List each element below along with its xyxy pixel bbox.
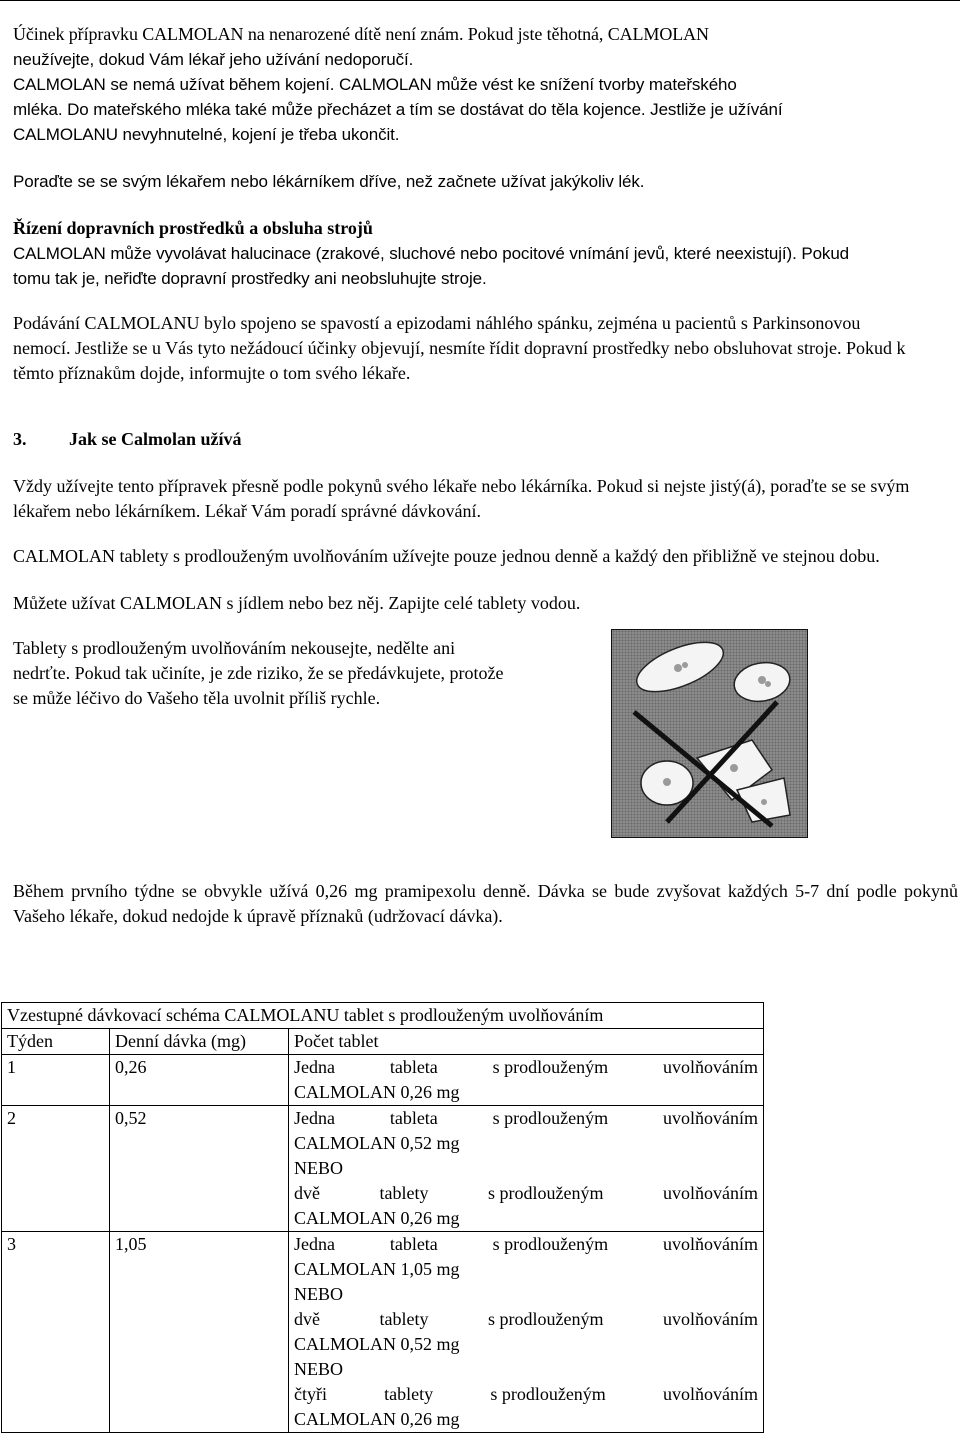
tablet-line-strength: CALMOLAN 0,52 mg	[294, 1133, 460, 1153]
word: uvolňováním	[662, 1057, 758, 1077]
word: čtyři	[294, 1384, 327, 1404]
tablets-icon	[612, 630, 807, 837]
word: tableta	[389, 1234, 438, 1254]
dose-cell: 0,26	[110, 1055, 289, 1106]
section-3-p3: Můžete užívat CALMOLAN s jídlem nebo bez něj. Zapijte celé tablety vodou.	[13, 593, 581, 613]
tablet-cell	[289, 1055, 764, 1106]
word: dvě	[294, 1183, 320, 1203]
driving-text-1: CALMOLAN může vyvolávat halucinace (zrakové, sluchové nebo pocitové vnímání jevů, které neexistují). Pokud tomu tak je, neřiďte dopravní prostředky ani neobsluhujte stroje.	[13, 244, 850, 288]
or-label: NEBO	[294, 1158, 343, 1178]
section-3-heading	[13, 427, 958, 452]
word: s prodlouženým	[490, 1384, 606, 1404]
word: tablety	[379, 1183, 429, 1203]
week-cell: 3	[2, 1232, 110, 1433]
crossed-out-tablets-illustration	[611, 629, 808, 838]
word: s prodlouženým	[492, 1234, 609, 1254]
word: dvě	[294, 1309, 320, 1329]
word: s prodlouženým	[487, 1183, 604, 1203]
tablet-line	[294, 1106, 758, 1131]
or-label: NEBO	[294, 1359, 343, 1379]
pregnancy-section	[13, 22, 958, 194]
tablet-line-strength: CALMOLAN 0,26 mg	[294, 1082, 460, 1102]
table-header-row	[2, 1029, 764, 1055]
tablet-line-strength: CALMOLAN 0,52 mg	[294, 1334, 460, 1354]
dosing-table	[1, 1002, 764, 1433]
word: s prodlouženým	[492, 1057, 609, 1077]
section-title: Jak se Calmolan užívá	[69, 429, 242, 449]
section-3-p2: CALMOLAN tablety s prodlouženým uvolňováním užívejte pouze jednou denně a každý den přibližně ve stejnou dobu.	[13, 546, 880, 566]
word: s prodlouženým	[487, 1309, 604, 1329]
section-number: 3.	[13, 429, 27, 449]
table-row	[2, 1055, 764, 1106]
word: uvolňováním	[662, 1234, 758, 1254]
table-row	[2, 1106, 764, 1232]
pregnancy-line-4: mléka. Do mateřského mléka také může přecházet a tím se dostávat do těla kojence. Jestliže je užívání	[13, 100, 783, 119]
word: s prodlouženým	[492, 1108, 609, 1128]
no-crush-text: Tablety s prodlouženým uvolňováním nekousejte, nedělte ani nedrťte. Pokud tak učiníte, je zde riziko, že se předávkujete, protože se může léčivo do Vašeho těla uvolnit příliš rychle.	[13, 638, 504, 708]
week-cell: 1	[2, 1055, 110, 1106]
word: uvolňováním	[662, 1108, 758, 1128]
tablet-line	[294, 1307, 758, 1332]
tablet-line-strength: CALMOLAN 0,26 mg	[294, 1409, 460, 1429]
table-row	[2, 1232, 764, 1433]
tablet-line	[294, 1181, 758, 1206]
tablet-line-strength: CALMOLAN 1,05 mg	[294, 1259, 460, 1279]
week-cell: 2	[2, 1106, 110, 1232]
word: uvolňováním	[662, 1309, 758, 1329]
advice-line: Poraďte se se svým lékařem nebo lékárníkem dříve, než začnete užívat jakýkoliv lék.	[13, 172, 645, 191]
word: tableta	[389, 1057, 438, 1077]
word: Jedna	[294, 1057, 335, 1077]
pregnancy-line-3: CALMOLAN se nemá užívat během kojení. CALMOLAN může vést ke snížení tvorby mateřského	[13, 75, 737, 94]
word: Jedna	[294, 1234, 335, 1254]
header-tablet-count: Počet tablet	[289, 1029, 764, 1055]
pregnancy-line-1: Účinek přípravku CALMOLAN na nenarozené dítě není znám. Pokud jste těhotná, CALMOLAN	[13, 24, 709, 44]
word: tablety	[384, 1384, 434, 1404]
top-rule	[0, 0, 960, 1]
word: tablety	[379, 1309, 429, 1329]
word: tableta	[389, 1108, 438, 1128]
tablet-line	[294, 1232, 758, 1257]
table-caption-row	[2, 1003, 764, 1029]
dose-cell: 0,52	[110, 1106, 289, 1232]
word: Jedna	[294, 1108, 335, 1128]
driving-text-2: Podávání CALMOLANU bylo spojeno se spavostí a epizodami náhlého spánku, zejména u pacientů s Parkinsonovou nemocí. Jestliže se u Vás tyto nežádoucí účinky objevují, nesmíte řídit dopravní prostředky nebo obsluhovat stroje. Pokud k těmto příznakům dojde, informujte o tom svého lékaře.	[13, 313, 906, 383]
tablet-cell	[289, 1232, 764, 1433]
driving-heading: Řízení dopravních prostředků a obsluha strojů	[13, 218, 373, 238]
section-3-p5: Během prvního týdne se obvykle užívá 0,26 mg pramipexolu denně. Dávka se bude zvyšovat každých 5-7 dní podle pokynů Vašeho lékaře, dokud nedojde k úpravě příznaků (udržovací dávka).	[13, 881, 958, 926]
tablet-line	[294, 1055, 758, 1080]
header-week: Týden	[2, 1029, 110, 1055]
word: uvolňováním	[662, 1183, 758, 1203]
tablet-line	[294, 1382, 758, 1407]
header-daily-dose: Denní dávka (mg)	[110, 1029, 289, 1055]
no-crush-block	[13, 636, 958, 866]
tablet-cell	[289, 1106, 764, 1232]
table-caption: Vzestupné dávkovací schéma CALMOLANU tablet s prodlouženým uvolňováním	[2, 1003, 764, 1029]
leaflet-page	[13, 22, 958, 929]
dose-cell: 1,05	[110, 1232, 289, 1433]
word: uvolňováním	[662, 1384, 758, 1404]
pregnancy-line-5: CALMOLANU nevyhnutelné, kojení je třeba ukončit.	[13, 125, 400, 144]
section-3-p1: Vždy užívejte tento přípravek přesně podle pokynů svého lékaře nebo lékárníka. Pokud si nejste jistý(á), poraďte se se svým lékařem nebo lékárníkem. Lékař Vám poradí správné dávkování.	[13, 476, 910, 521]
tablet-line-strength: CALMOLAN 0,26 mg	[294, 1208, 460, 1228]
or-label: NEBO	[294, 1284, 343, 1304]
pregnancy-line-2: neužívejte, dokud Vám lékař jeho užívání nedoporučí.	[13, 50, 414, 69]
